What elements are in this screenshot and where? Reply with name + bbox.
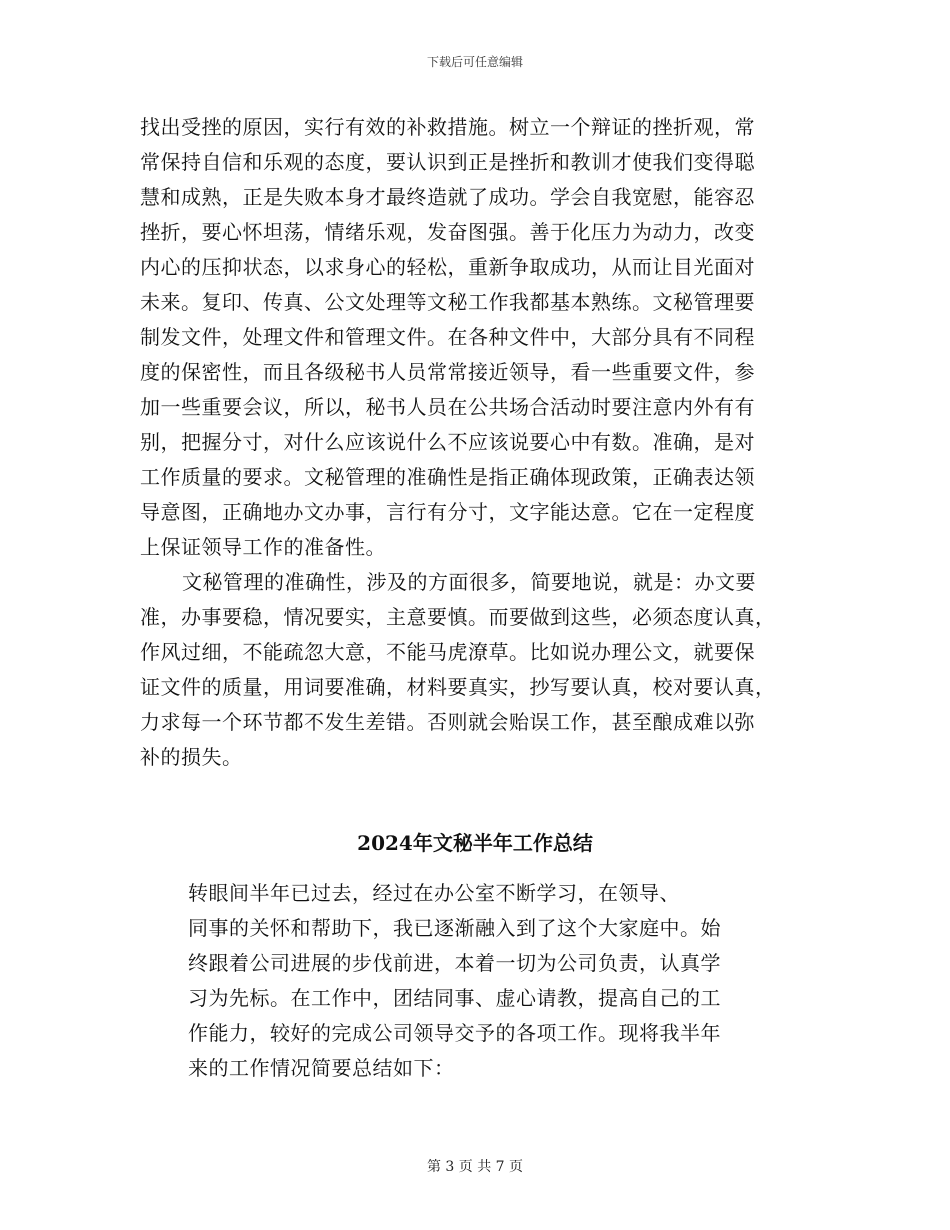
text-line: 加一些重要会议，所以，秘书人员在公共场合活动时要注意内外有有 xyxy=(140,395,755,419)
text-line: 转眼间半年已过去，经过在办公室不断学习，在领导、 xyxy=(188,881,680,905)
continuation-paragraph xyxy=(140,110,810,565)
text-line: 别，把握分寸，对什么应该说什么不应该说要心中有数。准确，是对 xyxy=(140,430,755,454)
summary-paragraph xyxy=(188,876,768,1086)
text-line: 习为先标。在工作中，团结同事、虚心请教，提高自己的工 xyxy=(188,986,721,1010)
accuracy-paragraph xyxy=(140,565,810,775)
text-line: 同事的关怀和帮助下，我已逐渐融入到了这个大家庭中。始 xyxy=(188,916,721,940)
text-line: 准，办事要稳，情况要实，主意要慎。而要做到这些，必须态度认真， xyxy=(140,605,776,629)
text-line: 找出受挫的原因，实行有效的补救措施。树立一个辩证的挫折观，常 xyxy=(140,115,755,139)
text-line: 工作质量的要求。文秘管理的准确性是指正确体现政策，正确表达领 xyxy=(140,465,755,489)
text-line: 制发文件，处理文件和管理文件。在各种文件中，大部分具有不同程 xyxy=(140,325,755,349)
text-line: 作能力，较好的完成公司领导交予的各项工作。现将我半年 xyxy=(188,1021,721,1045)
page-header-note: 下载后可任意编辑 xyxy=(426,55,523,69)
text-line: 证文件的质量，用词要准确，材料要真实，抄写要认真，校对要认真， xyxy=(140,675,776,699)
page-number: 第 3 页 共 7 页 xyxy=(426,1159,524,1175)
text-line: 常保持自信和乐观的态度，要认识到正是挫折和教训才使我们变得聪 xyxy=(140,150,755,174)
text-line: 终跟着公司进展的步伐前进，本着一切为公司负责，认真学 xyxy=(188,951,721,975)
text-line: 作风过细，不能疏忽大意，不能马虎潦草。比如说办理公文，就要保 xyxy=(140,640,755,664)
text-line: 力求每一个环节都不发生差错。否则就会贻误工作，甚至酿成难以弥 xyxy=(140,710,755,734)
text-line: 挫折，要心怀坦荡，情绪乐观，发奋图强。善于化压力为动力，改变 xyxy=(140,220,755,244)
text-line: 导意图，正确地办文办事，言行有分寸，文字能达意。它在一定程度 xyxy=(140,500,755,524)
document-body xyxy=(140,110,810,775)
text-line: 补的损失。 xyxy=(140,745,243,769)
text-line: 慧和成熟，正是失败本身才最终造就了成功。学会自我宽慰，能容忍 xyxy=(140,185,755,209)
text-line: 未来。复印、传真、公文处理等文秘工作我都基本熟练。文秘管理要 xyxy=(140,290,755,314)
text-line: 文秘管理的准确性，涉及的方面很多，简要地说，就是：办文要 xyxy=(182,570,756,594)
text-line: 来的工作情况简要总结如下： xyxy=(188,1056,455,1080)
text-line: 度的保密性，而且各级秘书人员常常接近领导，看一些重要文件，参 xyxy=(140,360,755,384)
text-line: 上保证领导工作的准备性。 xyxy=(140,535,386,559)
section-title: 2024年文秘半年工作总结 xyxy=(357,831,593,855)
text-line: 内心的压抑状态，以求身心的轻松，重新争取成功，从而让目光面对 xyxy=(140,255,755,279)
